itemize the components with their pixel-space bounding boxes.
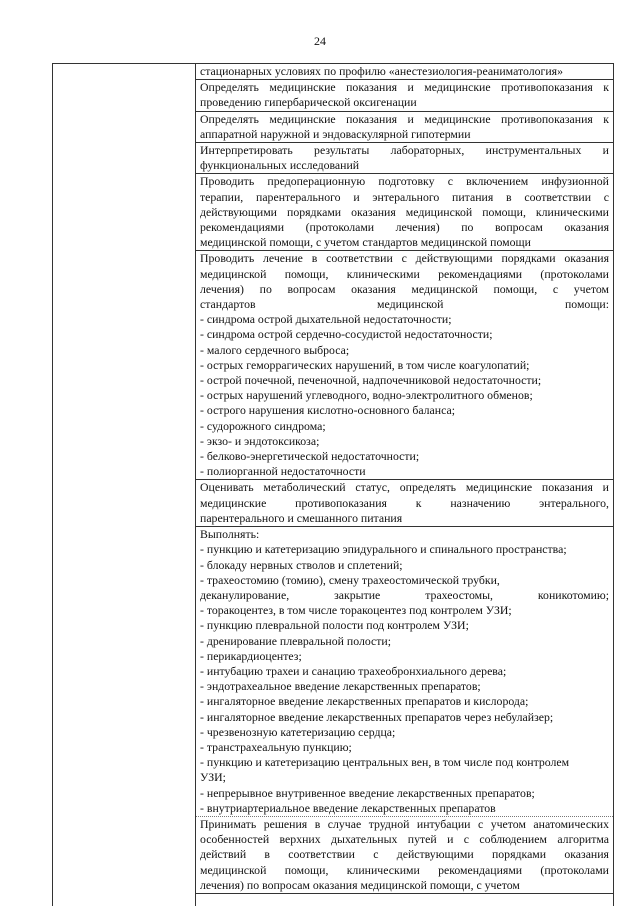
row-text-line: терапии, парентерального и энтерального питания в соответствии с [200,189,609,204]
table-row [196,143,613,174]
table-row [196,174,613,251]
row-text-line: особенностей верхних дыхательных путей и с соблюдением алгоритма [200,832,609,847]
row-text-line: - пункцию и катетеризацию эпидурального и спинального пространства; [200,542,567,557]
row-text-line: Определять медицинские показания и медицинские противопоказания к [200,111,609,126]
row-text-line: - ингаляторное введение лекарственных препаратов через небулайзер; [200,709,554,724]
table-row [196,64,613,80]
row-text-line: Проводить лечение в соответствии с действующими порядками оказания [200,251,609,266]
row-text-line: Определять медицинские показания и медицинские противопоказания к [200,80,609,95]
row-text-line: - трахеостомию (томию), смену трахеостомической трубки, [200,572,500,587]
row-text-line: - синдрома острой сердечно-сосудистой недостаточности; [200,327,493,342]
row-text-line: - пункцию плевральной полости под контролем УЗИ; [200,618,469,633]
row-text-line: - острого нарушения кислотно-основного баланса; [200,403,455,418]
row-text-line: - дренирование плевральной полости; [200,633,392,648]
row-text-line: стандартов медицинской помощи: [200,297,609,312]
row-text-line: - внутриартериальное введение лекарственных препаратов [200,800,496,815]
competency-table [52,63,614,906]
row-text-line: - белково-энергетической недостаточности; [200,449,420,464]
row-text-line: медицинской помощи, клиническими рекомендациями (протоколами [200,862,609,877]
row-text-line: Принимать решения в случае трудной интубации с учетом анатомических [200,816,609,831]
row-text-line: - чрезвенозную катетеризацию сердца; [200,724,396,739]
row-text-line: стационарных условиях по профилю «анестезиология-реаниматология» [200,64,564,78]
row-text-line: - острых нарушений углеводного, водно-электролитного обменов; [200,388,533,403]
row-text-line: лечения) по вопросам оказания медицинской помощи, с учетом [200,877,520,892]
row-text-line: деканулирование, закрытие трахеостомы, коникотомию; [200,587,609,602]
row-text-line: - синдрома острой дыхательной недостаточности; [200,312,452,327]
table-left-column [53,64,196,906]
row-text-line: Проводить предоперационную подготовку с включением инфузионной [200,174,609,189]
row-text-line: - полиорганной недостаточности [200,464,366,479]
table-right-column [196,64,613,894]
row-text-line: - экзо- и эндотоксикоза; [200,433,320,448]
row-text-line: аппаратной наружной и эндоваскулярной гипотермии [200,126,471,141]
row-text-line: - непрерывное внутривенное введение лекарственных препаратов; [200,785,535,800]
row-text-line: - судорожного синдрома; [200,418,326,433]
row-text-line: - транстрахеальную пункцию; [200,739,352,754]
row-text-line: функциональных исследований [200,158,360,173]
row-text-line: - блокаду нервных стволов и сплетений; [200,557,403,572]
row-text-line: действий в соответствии с действующими порядками оказания [200,847,609,862]
row-text-line: УЗИ; [200,770,226,785]
row-text-line: - торакоцентез, в том числе торакоцентез под контролем УЗИ; [200,603,512,618]
row-text-line: Оценивать метаболический статус, определять медицинские показания и [200,480,609,495]
row-text-line: Интерпретировать результаты лабораторных, инструментальных и [200,143,609,158]
row-text-line: парентерального и смешанного питания [200,510,403,525]
table-row [196,527,613,817]
table-row [196,80,613,111]
table-row [196,112,613,143]
row-text-line: лечения) по вопросам оказания медицинской помощи, с учетом [200,281,609,296]
row-text-line: - острых геморрагических нарушений, в том числе коагулопатий; [200,357,530,372]
row-text-line: - пункцию и катетеризацию центральных вен, в том числе под контролем [200,755,570,770]
row-text-line: медицинской помощи, с учетом стандартов медицинской помощи [200,235,531,250]
row-text-line: медицинской помощи, клиническими рекомендациями (протоколами [200,266,609,281]
row-text-line: рекомендациями (протоколами лечения) по вопросам оказания [200,220,609,235]
table-row [196,480,613,527]
table-row [196,251,613,480]
row-text-line: действующими порядками оказания медицинской помощи, клиническими [200,204,609,219]
row-text-line: - интубацию трахеи и санацию трахеобронхиального дерева; [200,663,507,678]
row-text-line: - острой почечной, печеночной, надпочечниковой недостаточности; [200,373,542,388]
row-text-line: - ингаляторное введение лекарственных препаратов и кислорода; [200,694,529,709]
page-number: 24 [314,34,326,48]
row-text-line: - малого сердечного выброса; [200,342,350,357]
row-text-line: Выполнять: [200,527,260,542]
table-row [196,817,613,894]
row-text-line: - эндотрахеальное введение лекарственных препаратов; [200,679,481,694]
row-text-line: медицинские противопоказания к назначению энтерального, [200,495,609,510]
row-text-line: - перикардиоцентез; [200,648,302,663]
row-text-line: проведению гипербарической оксигенации [200,95,417,110]
